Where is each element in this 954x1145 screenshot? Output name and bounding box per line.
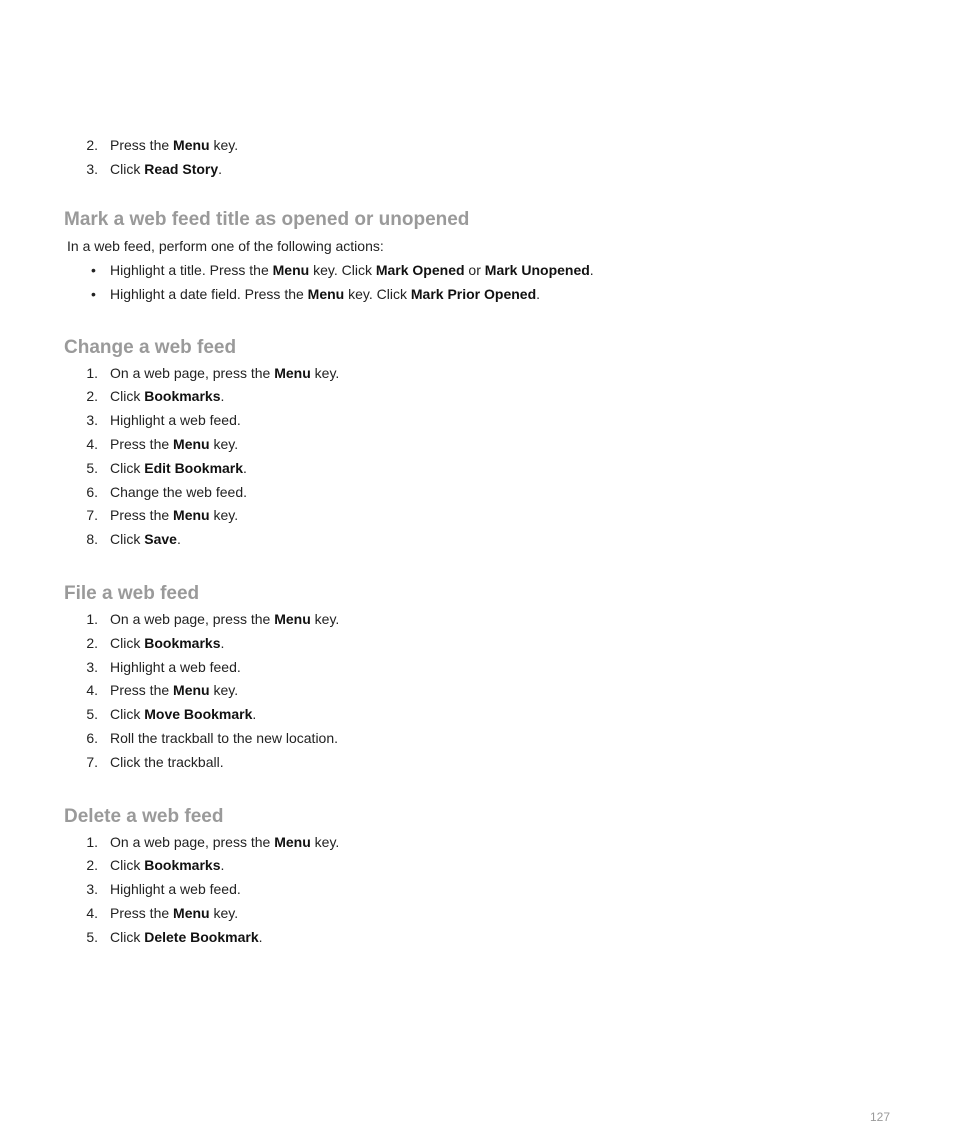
step-text: Click [110,928,145,945]
step-keyword: Save [144,531,177,548]
step-text-end: key. [310,610,340,627]
step-item [0,926,954,950]
step-text-end: . [243,459,247,476]
step-number: 8. [86,531,98,548]
step-text: Click [110,459,145,476]
step-number: 2. [86,388,98,405]
section-title-file-web-feed: File a web feed [64,582,200,604]
step-text-end: . [176,531,181,548]
bullet-text: key. Click [344,285,411,302]
step-keyword: Menu [274,610,311,627]
bullet-text: or [464,261,485,278]
step-text-end: key. [209,904,239,921]
step-text: On a web page, press the [110,833,275,850]
step-text: Highlight a web feed. [110,412,241,429]
bullet-item [0,258,954,282]
step-keyword: Delete Bookmark [144,928,259,945]
bullet-text: Highlight a date field. Press the [110,285,308,302]
bullet-item [0,282,954,306]
step-text: Click the trackball. [110,753,224,770]
file-step-list [0,608,954,775]
delete-step-list [0,831,954,950]
bullet-dot: • [91,285,96,302]
step-text: Click [110,160,145,177]
step-item [0,703,954,727]
bullet-keyword: Menu [272,261,310,278]
bullet-text: key. Click [309,261,376,278]
step-keyword: Bookmarks [144,857,221,874]
step-text: Click [110,706,145,723]
step-number: 3. [86,412,98,429]
step-number: 6. [86,729,98,746]
step-number: 1. [86,364,98,381]
step-text: Click [110,388,145,405]
step-text: On a web page, press the [110,364,275,381]
step-text-end: . [220,388,225,405]
bullet-keyword: Mark Opened [375,261,465,278]
step-keyword: Read Story [144,160,219,177]
step-text: Click [110,857,145,874]
step-number: 2. [86,634,98,651]
step-item [0,158,954,182]
step-keyword: Menu [173,435,210,452]
page-number: 127 [869,1110,890,1124]
step-number: 3. [86,881,98,898]
step-number: 1. [86,610,98,627]
section-title-mark-web-feed: Mark a web feed title as opened or unopened [64,208,470,230]
step-number: 2. [86,137,98,153]
step-number: 4. [86,904,98,921]
step-number: 5. [86,928,98,945]
bullet-dot: • [91,261,96,278]
step-item [0,751,954,775]
step-text: Click [110,531,145,548]
bullet-keyword: Menu [307,285,345,302]
step-item [0,134,954,158]
step-item [0,409,954,433]
step-text-end: key. [209,435,239,452]
step-text-end: . [252,706,257,723]
step-item [0,854,954,878]
step-item [0,362,954,386]
step-keyword: Move Bookmark [144,706,253,723]
change-step-list [0,362,954,552]
step-text: Click [110,634,145,651]
step-item [0,528,954,552]
step-keyword: Edit Bookmark [144,459,244,476]
step-number: 5. [86,459,98,476]
step-text-end: key. [310,364,340,381]
step-number: 1. [86,833,98,850]
step-text-end: key. [209,682,239,699]
step-number: 3. [86,160,98,177]
step-number: 3. [86,658,98,675]
step-item [0,656,954,680]
step-keyword: Bookmarks [144,388,221,405]
step-item [0,608,954,632]
step-text: On a web page, press the [110,610,275,627]
step-keyword: Menu [274,833,311,850]
step-item [0,727,954,751]
section-title-delete-web-feed: Delete a web feed [64,805,224,827]
bullet-text: . [536,285,541,302]
step-keyword: Menu [274,364,311,381]
step-text: Highlight a web feed. [110,881,241,898]
step-text: Highlight a web feed. [110,658,241,675]
step-text: Roll the trackball to the new location. [110,729,339,746]
step-text: Press the [110,682,174,699]
step-item [0,457,954,481]
step-number: 6. [86,483,98,500]
step-item [0,878,954,902]
step-text: Change the web feed. [110,483,247,500]
step-item [0,679,954,703]
step-item [0,433,954,457]
step-text-end: . [258,928,263,945]
step-number: 7. [86,507,98,524]
step-text: Press the [110,435,174,452]
step-text: Press the [110,904,174,921]
step-text-end: key. [209,137,239,153]
step-number: 4. [86,435,98,452]
step-text-end: . [220,634,225,651]
step-text-end: key. [310,833,340,850]
step-item [0,385,954,409]
step-number: 5. [86,706,98,723]
step-keyword: Menu [173,137,210,153]
step-item [0,632,954,656]
step-keyword: Menu [173,904,210,921]
step-item [0,504,954,528]
step-item [0,831,954,855]
section-title-change-web-feed: Change a web feed [64,336,237,358]
step-text: Press the [110,507,174,524]
step-number: 4. [86,682,98,699]
bullet-text: . [589,261,594,278]
section-intro: In a web feed, perform one of the following actions: [67,237,384,254]
bullet-text: Highlight a title. Press the [110,261,273,278]
step-item [0,481,954,505]
step-text-end: key. [209,507,239,524]
bullet-keyword: Mark Unopened [484,261,590,278]
step-number: 7. [86,753,98,770]
step-text-end: . [218,160,223,177]
page-content [0,134,954,950]
step-keyword: Menu [173,507,210,524]
step-text-end: . [220,857,225,874]
continued-step-list [0,134,954,182]
bullet-list [0,258,954,306]
bullet-keyword: Mark Prior Opened [410,285,537,302]
step-number: 2. [86,857,98,874]
step-keyword: Menu [173,682,210,699]
step-text: Press the [110,137,174,153]
step-item [0,902,954,926]
step-keyword: Bookmarks [144,634,221,651]
